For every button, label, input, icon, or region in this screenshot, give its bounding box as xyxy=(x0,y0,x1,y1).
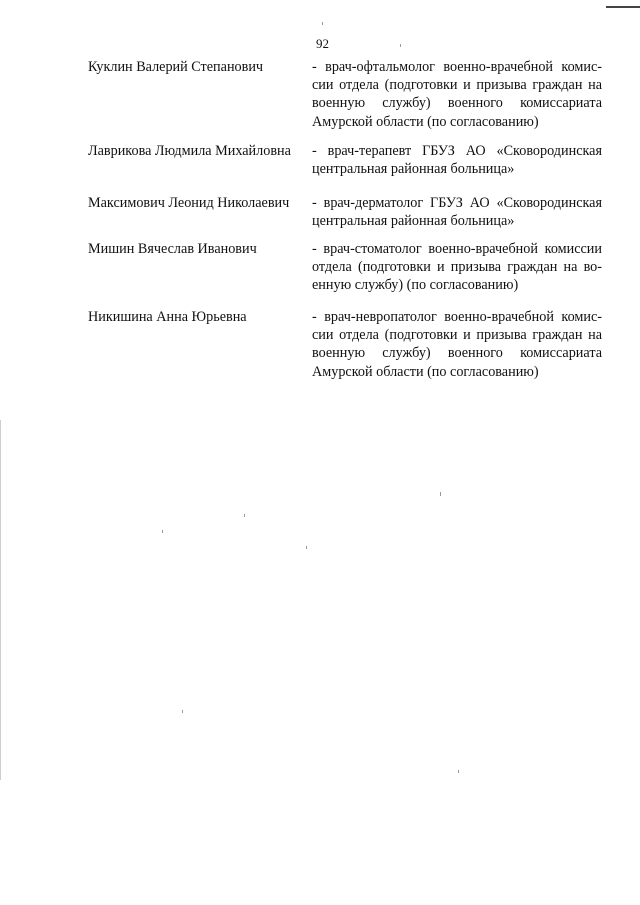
description-line: - врач-терапевт ГБУЗ АО «Сковородинская xyxy=(312,143,602,159)
member-description xyxy=(312,308,602,381)
description-line: сии отдела (подготовки и призыва граждан на xyxy=(312,327,602,344)
member-description xyxy=(312,58,602,131)
description-line: центральная районная больница» xyxy=(312,161,515,178)
description-line: отдела (подготовки и призыва граждан на во- xyxy=(312,259,602,276)
member-name: Никишина Анна Юрьевна xyxy=(88,309,247,325)
scan-speck xyxy=(440,492,441,496)
description-line: - врач-офтальмолог военно-врачебной комис- xyxy=(312,59,602,75)
scan-mark xyxy=(606,6,640,8)
scan-speck xyxy=(182,710,183,713)
description-line: енную службу) (по согласованию) xyxy=(312,277,519,294)
description-line: военную службу) военного комиссариата xyxy=(312,345,602,362)
description-line: Амурской области (по согласованию) xyxy=(312,363,539,380)
member-description xyxy=(312,194,602,230)
scan-speck xyxy=(244,514,245,517)
member-name: Лаврикова Людмила Михайловна xyxy=(88,143,291,159)
description-line: сии отдела (подготовки и призыва граждан на xyxy=(312,77,602,94)
member-description xyxy=(312,240,602,295)
scan-speck xyxy=(162,530,163,533)
member-name: Максимович Леонид Николаевич xyxy=(88,195,290,211)
scan-edge-line xyxy=(0,420,1,780)
scan-speck xyxy=(458,770,459,773)
page-number: 92 xyxy=(316,36,329,51)
member-name: Куклин Валерий Степанович xyxy=(88,59,264,75)
description-line: - врач-невропатолог военно-врачебной комис- xyxy=(312,309,602,325)
scan-speck xyxy=(306,546,307,549)
description-line: Амурской области (по согласованию) xyxy=(312,113,539,130)
member-description xyxy=(312,142,602,178)
member-name: Мишин Вячеслав Иванович xyxy=(88,241,257,257)
scan-speck xyxy=(322,22,323,25)
description-line: центральная районная больница» xyxy=(312,213,515,230)
description-line: - врач-стоматолог военно-врачебной комиссии xyxy=(312,241,602,257)
description-line: - врач-дерматолог ГБУЗ АО «Сковородинская xyxy=(312,195,602,211)
description-line: военную службу) военного комиссариата xyxy=(312,95,602,112)
